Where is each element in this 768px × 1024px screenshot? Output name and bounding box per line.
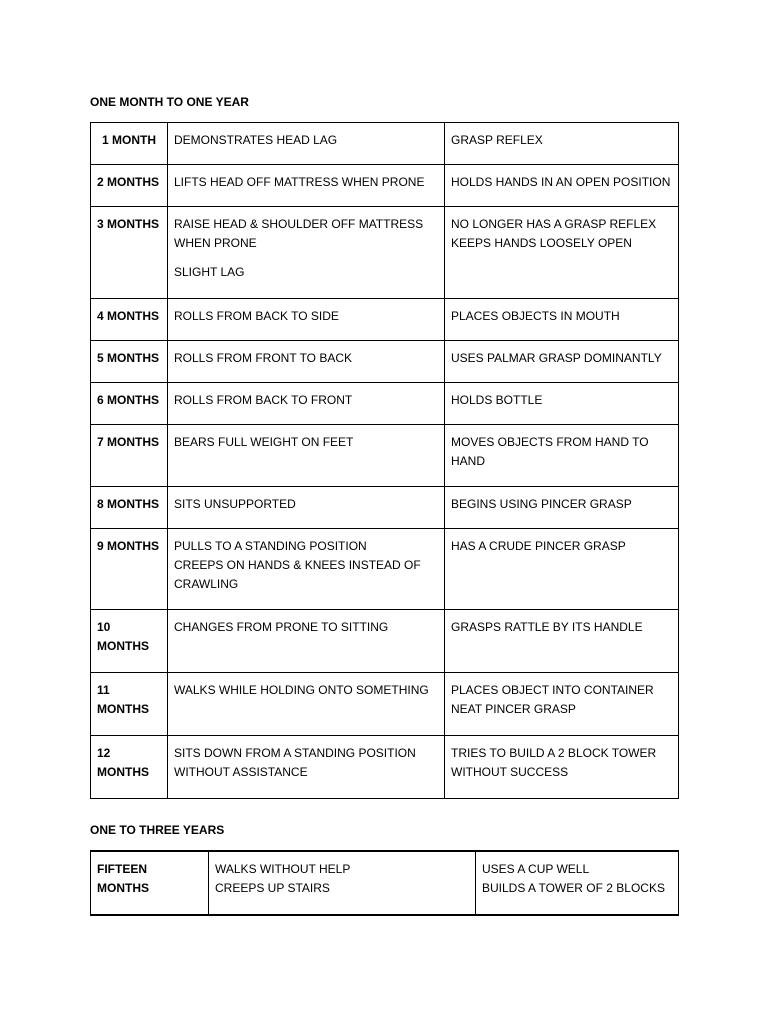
motor-cell: [168, 341, 445, 383]
milestone-text: KEEPS HANDS LOOSELY OPEN: [451, 236, 632, 250]
table-row: [91, 610, 679, 673]
hand-cell: [445, 123, 679, 165]
milestone-text: SITS UNSUPPORTED: [174, 497, 296, 511]
hand-cell: [445, 487, 679, 529]
milestones-table-infant: [90, 122, 679, 799]
milestone-text: SLIGHT LAG: [174, 265, 245, 279]
table-row: [91, 736, 679, 799]
hand-cell: [445, 207, 679, 299]
hand-cell: [476, 851, 679, 915]
milestone-text: PLACES OBJECT INTO CONTAINER: [451, 683, 654, 697]
motor-cell: [209, 851, 476, 915]
motor-cell: [168, 425, 445, 487]
milestone-text: ROLLS FROM BACK TO FRONT: [174, 393, 353, 407]
age-cell: 1 MONTH: [91, 123, 168, 165]
age-cell: 6 MONTHS: [91, 383, 168, 425]
milestone-text: USES PALMAR GRASP DOMINANTLY: [451, 351, 662, 365]
age-cell: 4 MONTHS: [91, 299, 168, 341]
milestone-text: CREEPS UP STAIRS: [215, 881, 330, 895]
milestone-text: WALKS WHILE HOLDING ONTO SOMETHING: [174, 683, 429, 697]
section-title-one-month-to-one-year: ONE MONTH TO ONE YEAR: [90, 95, 249, 109]
motor-cell: [168, 165, 445, 207]
age-cell: 11 MONTHS: [91, 673, 168, 736]
motor-cell: [168, 736, 445, 799]
table-row: [91, 487, 679, 529]
milestone-text: SITS DOWN FROM A STANDING POSITION WITHOUT ASSISTANCE: [174, 746, 416, 779]
motor-cell: [168, 673, 445, 736]
milestone-text: HAS A CRUDE PINCER GRASP: [451, 539, 626, 553]
milestone-text: USES A CUP WELL: [482, 862, 590, 876]
table-row: [91, 341, 679, 383]
hand-cell: [445, 341, 679, 383]
age-cell: FIFTEEN MONTHS: [91, 851, 209, 915]
milestone-text: BEGINS USING PINCER GRASP: [451, 497, 632, 511]
milestone-text: BEARS FULL WEIGHT ON FEET: [174, 435, 354, 449]
milestone-text: NO LONGER HAS A GRASP REFLEX: [451, 217, 657, 231]
milestone-text: CREEPS ON HANDS & KNEES INSTEAD OF CRAWLING: [174, 558, 421, 591]
hand-cell: [445, 673, 679, 736]
milestones-table-toddler: [90, 850, 679, 916]
milestone-text: GRASP REFLEX: [451, 133, 543, 147]
hand-cell: [445, 165, 679, 207]
table-row: [91, 165, 679, 207]
milestone-text: ROLLS FROM BACK TO SIDE: [174, 309, 339, 323]
age-cell: 9 MONTHS: [91, 529, 168, 610]
motor-cell: [168, 610, 445, 673]
table-row: [91, 673, 679, 736]
milestone-text: NEAT PINCER GRASP: [451, 702, 576, 716]
motor-cell: [168, 299, 445, 341]
table-row: [91, 851, 679, 915]
milestone-text: TRIES TO BUILD A 2 BLOCK TOWER WITHOUT SUCCESS: [451, 746, 657, 779]
hand-cell: [445, 736, 679, 799]
hand-cell: [445, 425, 679, 487]
hand-cell: [445, 529, 679, 610]
age-cell: 5 MONTHS: [91, 341, 168, 383]
milestone-text: HOLDS HANDS IN AN OPEN POSITION: [451, 175, 671, 189]
age-cell: 2 MONTHS: [91, 165, 168, 207]
age-cell: 10 MONTHS: [91, 610, 168, 673]
table-row: [91, 383, 679, 425]
milestone-text: BUILDS A TOWER OF 2 BLOCKS: [482, 881, 665, 895]
motor-cell: [168, 487, 445, 529]
motor-cell: [168, 207, 445, 299]
age-cell: 3 MONTHS: [91, 207, 168, 299]
hand-cell: [445, 383, 679, 425]
milestone-text: ROLLS FROM FRONT TO BACK: [174, 351, 353, 365]
age-cell: 8 MONTHS: [91, 487, 168, 529]
section-title-one-to-three-years: ONE TO THREE YEARS: [90, 823, 225, 837]
milestone-text: LIFTS HEAD OFF MATTRESS WHEN PRONE: [174, 175, 425, 189]
milestone-text: RAISE HEAD & SHOULDER OFF MATTRESS WHEN PRONE: [174, 217, 424, 250]
table-row: [91, 207, 679, 299]
milestone-text: PLACES OBJECTS IN MOUTH: [451, 309, 620, 323]
milestone-text: CHANGES FROM PRONE TO SITTING: [174, 620, 389, 634]
milestone-text: MOVES OBJECTS FROM HAND TO HAND: [451, 435, 649, 468]
milestone-text: GRASPS RATTLE BY ITS HANDLE: [451, 620, 643, 634]
milestone-text: WALKS WITHOUT HELP: [215, 862, 351, 876]
age-cell: 7 MONTHS: [91, 425, 168, 487]
milestone-text: HOLDS BOTTLE: [451, 393, 543, 407]
hand-cell: [445, 299, 679, 341]
table-row: [91, 529, 679, 610]
age-cell: 12 MONTHS: [91, 736, 168, 799]
motor-cell: [168, 529, 445, 610]
motor-cell: [168, 383, 445, 425]
hand-cell: [445, 610, 679, 673]
milestone-text: PULLS TO A STANDING POSITION: [174, 539, 367, 553]
milestone-text: DEMONSTRATES HEAD LAG: [174, 133, 338, 147]
table-row: [91, 425, 679, 487]
table-row: [91, 123, 679, 165]
motor-cell: [168, 123, 445, 165]
table-row: [91, 299, 679, 341]
